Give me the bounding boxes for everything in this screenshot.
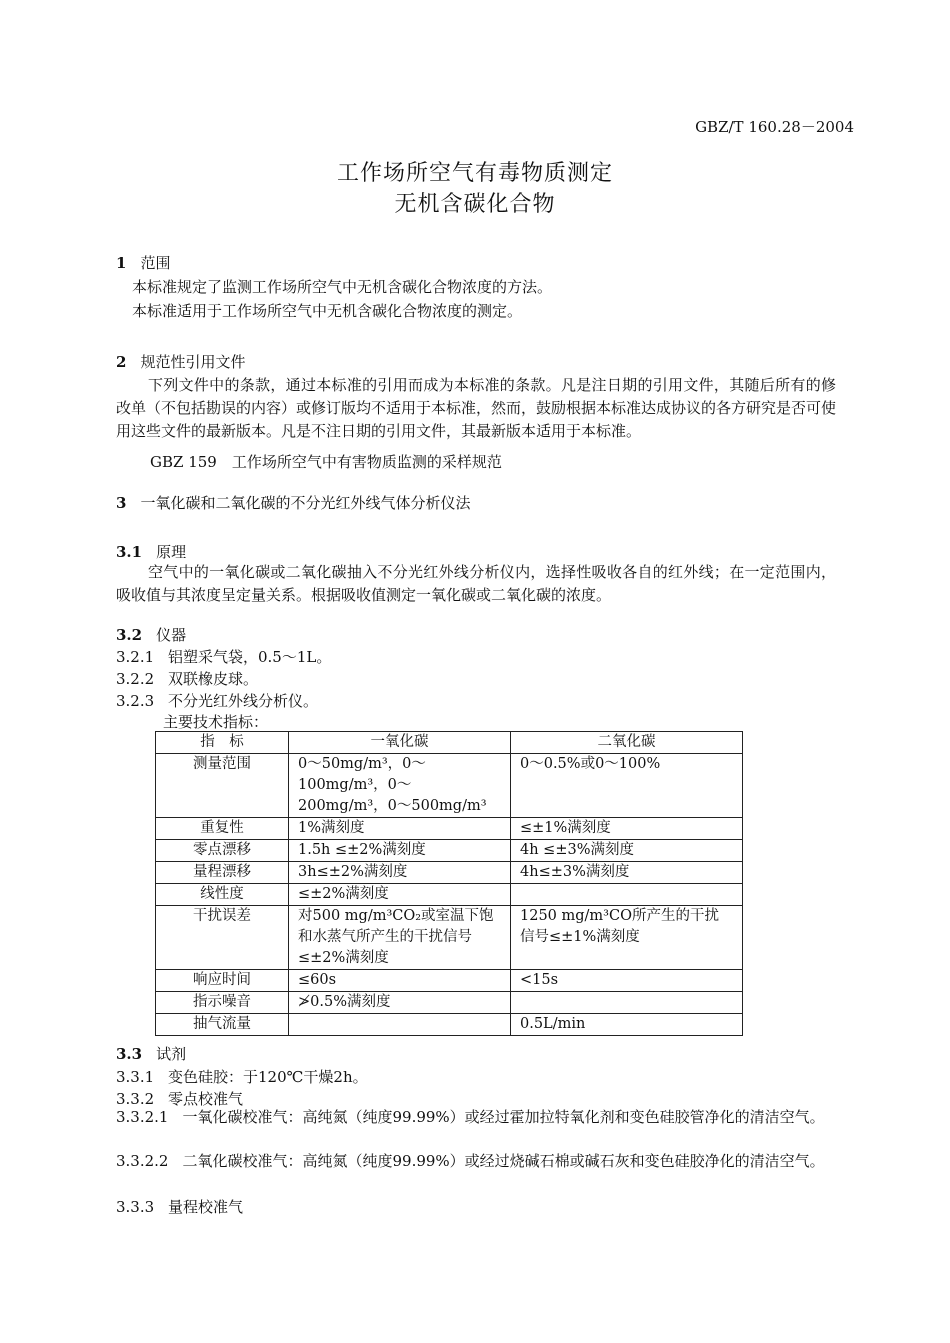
item-text: 零点校准气 <box>168 1090 244 1108</box>
section-number: 3.2 <box>116 626 143 644</box>
standard-number: GBZ/T 160.28－2004 <box>695 118 854 136</box>
section-number: 3.1 <box>116 543 143 561</box>
co-value-cell: 对500 mg/m³CO₂或室温下饱和水蒸气所产生的干扰信号≤±2%满刻度 <box>289 906 511 970</box>
section-title: 范围 <box>140 254 171 272</box>
section-1-heading <box>116 252 170 273</box>
document-title-line2: 无机含碳化合物 <box>394 192 556 217</box>
document-title-line1: 工作场所空气有毒物质测定 <box>336 161 613 186</box>
section-title: 试剂 <box>156 1045 187 1063</box>
indicator-cell: 量程漂移 <box>156 862 289 884</box>
header-cell: 一氧化碳 <box>289 732 511 754</box>
section-3-3-heading <box>116 1043 186 1064</box>
item-text: 量程校准气 <box>168 1198 244 1216</box>
co-value-cell: 1.5h ≤±2%满刻度 <box>289 840 511 862</box>
indicator-cell: 干扰误差 <box>156 906 289 970</box>
indicator-cell: 指示噪音 <box>156 992 289 1014</box>
co2-value-cell: 4h≤±3%满刻度 <box>511 862 743 884</box>
item-text: 不分光红外线分析仪。 <box>168 692 319 710</box>
item-number: 3.3.2 <box>116 1090 155 1108</box>
item-text: 双联橡皮球。 <box>168 670 259 688</box>
item-number: 3.3.3 <box>116 1198 155 1216</box>
section-3-2-heading <box>116 624 186 645</box>
co-value-cell: 3h≤±2%满刻度 <box>289 862 511 884</box>
co2-value-cell: 0～0.5%或0～100% <box>511 754 743 818</box>
item-text: 变色硅胶：于120℃干燥2h。 <box>168 1068 368 1086</box>
table-row <box>156 754 743 818</box>
table-row <box>156 840 743 862</box>
table-row <box>156 970 743 992</box>
table-row <box>156 1014 743 1036</box>
section-title: 规范性引用文件 <box>140 353 246 371</box>
item-3-2-1 <box>116 646 331 667</box>
section-3-heading <box>116 492 470 513</box>
item-number: 3.2.1 <box>116 648 155 666</box>
item-text: 铝塑采气袋，0.5～1L。 <box>168 648 332 666</box>
section-number: 3.3 <box>116 1045 143 1063</box>
table-row <box>156 992 743 1014</box>
item-3-3-2 <box>116 1088 243 1109</box>
table-row <box>156 862 743 884</box>
item-3-3-3 <box>116 1196 243 1217</box>
co2-value-cell: 4h ≤±3%满刻度 <box>511 840 743 862</box>
section-number: 2 <box>116 353 127 371</box>
table-row <box>156 884 743 906</box>
section-title: 原理 <box>156 543 187 561</box>
spec-label: 主要技术指标： <box>163 713 269 731</box>
item-number: 3.2.3 <box>116 692 155 710</box>
indicator-cell: 重复性 <box>156 818 289 840</box>
indicator-cell: 抽气流量 <box>156 1014 289 1036</box>
technical-spec-table <box>155 731 743 1036</box>
indicator-cell: 响应时间 <box>156 970 289 992</box>
item-number: 3.3.2.1 <box>116 1108 169 1126</box>
co2-value-cell: <15s <box>511 970 743 992</box>
item-number: 3.2.2 <box>116 670 155 688</box>
section-number: 1 <box>116 254 127 272</box>
item-number: 3.3.2.2 <box>116 1152 169 1170</box>
item-text: 一氧化碳校准气：高纯氮（纯度99.99%）或经过霍加拉特氧化剂和变色硅胶管净化的清洁空气。 <box>182 1108 825 1126</box>
co2-value-cell <box>511 992 743 1014</box>
co2-value-cell: 0.5L/min <box>511 1014 743 1036</box>
section-number: 3 <box>116 494 127 512</box>
header-cell: 指 标 <box>156 732 289 754</box>
item-3-2-2 <box>116 668 258 689</box>
indicator-cell: 零点漂移 <box>156 840 289 862</box>
header-cell: 二氧化碳 <box>511 732 743 754</box>
section-2-heading <box>116 351 245 372</box>
item-3-3-1 <box>116 1066 368 1087</box>
table-header-row <box>156 732 743 754</box>
item-3-2-3 <box>116 690 318 711</box>
co2-value-cell <box>511 884 743 906</box>
section-1-paragraph-2: 本标准适用于工作场所空气中无机含碳化合物浓度的测定。 <box>132 302 523 320</box>
item-number: 3.3.1 <box>116 1068 155 1086</box>
section-1-paragraph-1: 本标准规定了监测工作场所空气中无机含碳化合物浓度的方法。 <box>132 278 553 296</box>
co2-value-cell: ≤±1%满刻度 <box>511 818 743 840</box>
table-row <box>156 906 743 970</box>
section-2-paragraph: 下列文件中的条款，通过本标准的引用而成为本标准的条款。凡是注日期的引用文件，其随后所有的修改单（不包括勘误的内容）或修订版均不适用于本标准，然而，鼓励根据本标准达成协议的各方研究是否可使用这些文件的最新版本。凡是不注日期的引用文件，其最新版本适用于本标准。 <box>116 376 837 440</box>
co-value-cell <box>289 1014 511 1036</box>
co-value-cell: ≤60s <box>289 970 511 992</box>
co-value-cell: 0～50mg/m³，0～100mg/m³，0～200mg/m³，0～500mg/m³ <box>289 754 511 818</box>
section-title: 一氧化碳和二氧化碳的不分光红外线气体分析仪法 <box>140 494 471 512</box>
co2-value-cell: 1250 mg/m³CO所产生的干扰信号≤±1%满刻度 <box>511 906 743 970</box>
co-value-cell: 1%满刻度 <box>289 818 511 840</box>
section-title: 仪器 <box>156 626 187 644</box>
indicator-cell: 线性度 <box>156 884 289 906</box>
item-text: 二氧化碳校准气：高纯氮（纯度99.99%）或经过烧碱石棉或碱石灰和变色硅胶净化的清洁空气。 <box>182 1152 825 1170</box>
section-3-1-paragraph: 空气中的一氧化碳或二氧化碳抽入不分光红外线分析仪内，选择性吸收各自的红外线；在一定范围内，吸收值与其浓度呈定量关系。根据吸收值测定一氧化碳或二氧化碳的浓度。 <box>116 563 836 604</box>
indicator-cell: 测量范围 <box>156 754 289 818</box>
item-3-3-2-2 <box>116 1151 836 1171</box>
co-value-cell: ≤±2%满刻度 <box>289 884 511 906</box>
normative-reference: GBZ 159 工作场所空气中有害物质监测的采样规范 <box>150 453 502 471</box>
co-value-cell: ≯0.5%满刻度 <box>289 992 511 1014</box>
table-row <box>156 818 743 840</box>
section-3-1-heading <box>116 541 186 562</box>
item-3-3-2-1 <box>116 1107 836 1127</box>
